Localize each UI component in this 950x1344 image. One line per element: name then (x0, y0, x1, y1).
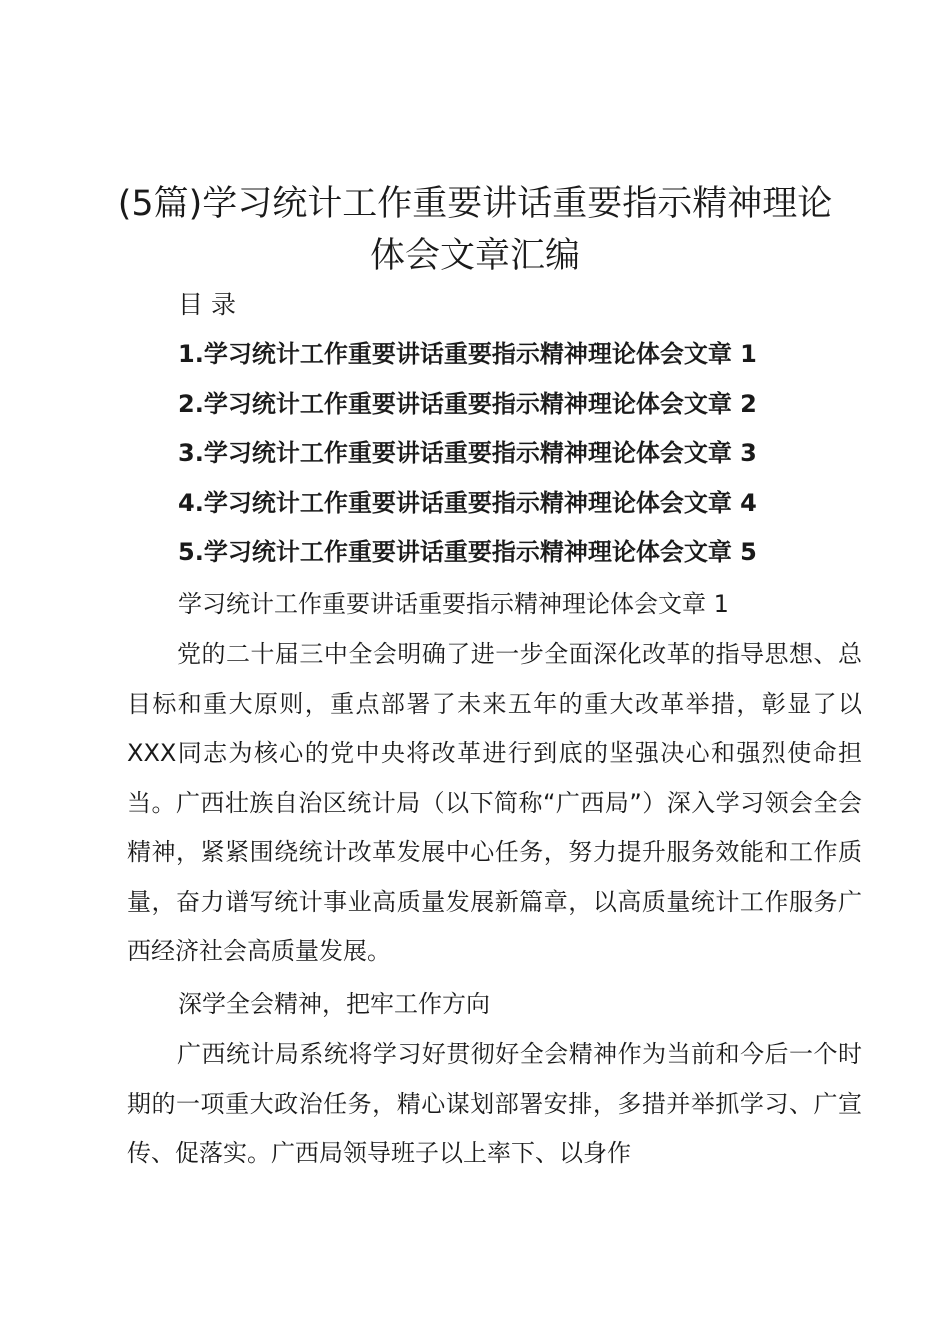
document-title: (5篇)学习统计工作重要讲话重要指示精神理论体会文章汇编 (117, 184, 833, 276)
toc-item[interactable]: 2.学习统计工作重要讲话重要指示精神理论体会文章 2 (178, 389, 757, 418)
toc-item[interactable]: 5.学习统计工作重要讲话重要指示精神理论体会文章 5 (178, 538, 757, 566)
table-of-contents (178, 336, 757, 584)
toc-item[interactable]: 1.学习统计工作重要讲话重要指示精神理论体会文章 1 (178, 340, 757, 368)
article-title: 学习统计工作重要讲话重要指示精神理论体会文章 1 (178, 590, 729, 618)
toc-item[interactable]: 3.学习统计工作重要讲话重要指示精神理论体会文章 3 (178, 439, 757, 467)
toc-heading: 目 录 (178, 290, 236, 319)
body-paragraph: 广西统计局系统将学习好贯彻好全会精神作为当前和今后一个时期的一项重大政治任务，精心谋划部署安排，多措并举抓学习、广宣传、促落实。广西局领导班子以上率下、以身作 (127, 1040, 862, 1167)
body-paragraph: 党的二十届三中全会明确了进一步全面深化改革的指导思想、总目标和重大原则，重点部署了未来五年的重大改革举措，彰显了以XXX同志为核心的党中央将改革进行到底的坚强决心和强烈使命担当。广西壮族自治区统计局（以下简称“广西局”）深入学习领会全会精神，紧紧围绕统计改革发展中心任务，努力提升服务效能和工作质量，奋力谱写统计事业高质量发展新篇章，以高质量统计工作服务广西经济社会高质量发展。 (127, 640, 862, 965)
section-subheading: 深学全会精神，把牢工作方向 (178, 990, 490, 1018)
toc-item[interactable]: 4.学习统计工作重要讲话重要指示精神理论体会文章 4 (178, 488, 757, 517)
